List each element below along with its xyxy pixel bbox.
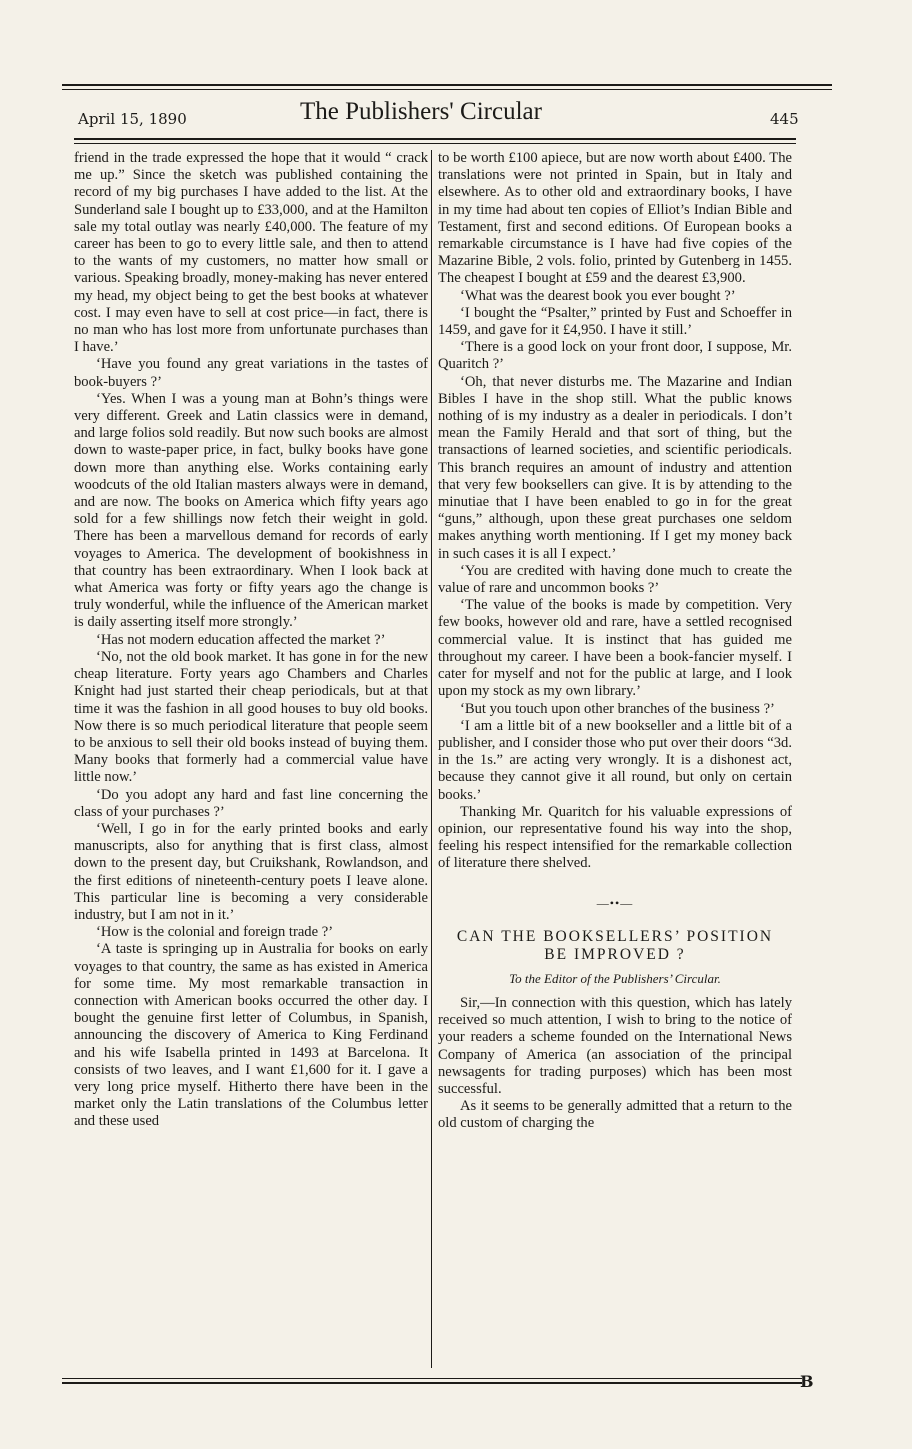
paragraph: ‘Oh, that never disturbs me. The Mazarine and Indian Bibles I have in the shop still. What the public knows nothing of is my industry as a dealer in periodicals. I don’t mean the Family Herald and that sort of thing, but the transactions of learned societies, and scientific periodicals. This branch requires an amount of industry and attention that very few booksellers can give. It is by attending to the minutiae that I have been enabled to go in for the great “guns,” although, upon these great purchases one seldom makes anything worth mentioning. If I get my money back in such cases it is all I expect.’ (438, 373, 792, 562)
paragraph: ‘What was the dearest book you ever bought ?’ (460, 287, 736, 304)
top-rule (62, 84, 832, 86)
top-rule-thin (62, 89, 832, 90)
right-column (438, 150, 792, 1133)
section-divider: —••— (596, 895, 634, 910)
paragraph: ‘How is the colonial and foreign trade ?’ (96, 924, 334, 941)
bottom-rule-thick (62, 1382, 802, 1384)
section-heading (438, 928, 792, 964)
section-subheading: To the Editor of the Publishers’ Circular. (509, 970, 721, 986)
paragraph: ‘Yes. When I was a young man at Bohn’s things were very different. Greek and Latin classics were in demand, and large folios sold readily. But now such books are almost down to waste-paper price, in fact, bulky books have gone down more than anything else. Works containing early woodcuts of the old Italian masters always were in demand, and are now. The books on America which fifty years ago sold for a few shillings now fetch their weight in gold. There has been a marvellous demand for records of early voyages to America. The development of bookishness in that country has been extraordinary. When I look back at what America was forty or fifty years ago the change is truly wonderful, while the influence of the American market is daily asserting itself more strongly.’ (74, 390, 428, 631)
publication-title: The Publishers' Circular (300, 98, 542, 125)
paragraph: Thanking Mr. Quaritch for his valuable expressions of opinion, our representative found his way into the shop, feeling his respect intensified for the remarkable collection of literature there shelved. (438, 803, 792, 872)
signature-mark: B (800, 1372, 814, 1391)
paragraph: ‘The value of the books is made by competition. Very few books, however old and rare, have a settled recognised commercial value. It is instinct that has guided me throughout my career. I have been a book-fancier myself. I cater for myself and not for the public at large, and I look upon my stock as my own library.’ (438, 597, 792, 700)
paragraph: As it seems to be generally admitted that a return to the old custom of charging the (438, 1098, 792, 1132)
bottom-rule (62, 1378, 802, 1379)
paragraph: ‘Do you adopt any hard and fast line concerning the class of your purchases ?’ (74, 786, 428, 820)
section-heading-line: BE IMPROVED ? (544, 945, 686, 963)
paragraph: friend in the trade expressed the hope that it would “ crack me up.” Since the sketch was published containing the record of my big purchases I have added to the list. At the Sunderland sale I bought up to £33,000, and at the Hamilton sale my total outlay was nearly £40,000. The feature of my career has been to go to every little sale, and then to attend to the wants of my customers, no matter how small or various. Speaking broadly, money-making has never entered my head, my object being to get the best books at whatever cost. I may even have to sell at cost price—in fact, there is no man who has lost more from unfortunate purchases than I have.’ (74, 150, 428, 356)
paragraph: ‘Has not modern education affected the market ?’ (96, 631, 386, 648)
paragraph: ‘I bought the “Psalter,” printed by Fust and Schoeffer in 1459, and gave for it £4,950. I have it still.’ (438, 304, 792, 339)
column-divider (431, 150, 432, 1368)
paragraph: Sir,—In connection with this question, which has lately received so much attention, I wish to bring to the notice of your readers a scheme founded on the International News Company of America (an association of the principal newsagents for trading purposes) which has been most successful. (438, 994, 792, 1097)
paragraph: ‘Have you found any great variations in the tastes of book-buyers ?’ (74, 356, 428, 390)
header-rule-thin (74, 143, 796, 144)
paragraph: ‘A taste is springing up in Australia for books on early voyages to that country, the same as has existed in America for some time. My most remarkable transaction in connection with American books occurred the other day. I bought the genuine first letter of Columbus, in Spanish, announcing the discovery of America to King Ferdinand and his wife Isabella printed in 1493 at Barcelona. It consists of two leaves, and I want £1,600 for it. I gave a very long price myself. Hitherto there have been in the market only the Latin translations of the Columbus letter and these used (74, 941, 428, 1130)
paragraph: ‘I am a little bit of a new bookseller and a little bit of a publisher, and I consider those who put over their doors “3d. in the 1s.” are acting very wrongly. It is a dishonest act, because they cannot give it all round, but only on certain books.’ (438, 717, 792, 803)
left-column (74, 150, 428, 1131)
paragraph: ‘You are credited with having done much to create the value of rare and uncommon books ?’ (438, 562, 792, 597)
header-rule (74, 138, 796, 140)
page-number: 445 (770, 110, 799, 128)
section-heading-line: CAN THE BOOKSELLERS’ POSITION (456, 927, 774, 945)
paragraph: ‘There is a good lock on your front door, I suppose, Mr. Quaritch ?’ (438, 339, 792, 373)
issue-date: April 15, 1890 (78, 110, 187, 128)
paragraph: ‘No, not the old book market. It has gone in for the new cheap literature. Forty years ago Chambers and Charles Knight had just started their cheap periodicals, but at that time it was the fashion in all good houses to buy old books. Now there is so much periodical literature that people seem to be anxious to sell their old books instead of buying them. Many books that formerly had a commercial value have little now.’ (74, 648, 428, 786)
paragraph: ‘Well, I go in for the early printed books and early manuscripts, also for anything that is first class, almost down to the present day, but Cruikshank, Rowlandson, and the first editions of nineteenth-century poets I leave alone. This particular line is becoming a very considerable industry, but I am not in it.’ (74, 820, 428, 923)
paragraph: to be worth £100 apiece, but are now worth about £400. The translations were not printed in Spain, but in Italy and elsewhere. As to other old and extraordinary books, I have in my time had about ten copies of Elliot’s Indian Bible and Testament, first and second editions. Of European books a remarkable circumstance is I have had five copies of the Mazarine Bible, 2 vols. folio, printed by Gutenberg in 1455. The cheapest I bought at £59 and the dearest £3,900. (438, 150, 792, 287)
paragraph: ‘But you touch upon other branches of the business ?’ (460, 700, 775, 717)
